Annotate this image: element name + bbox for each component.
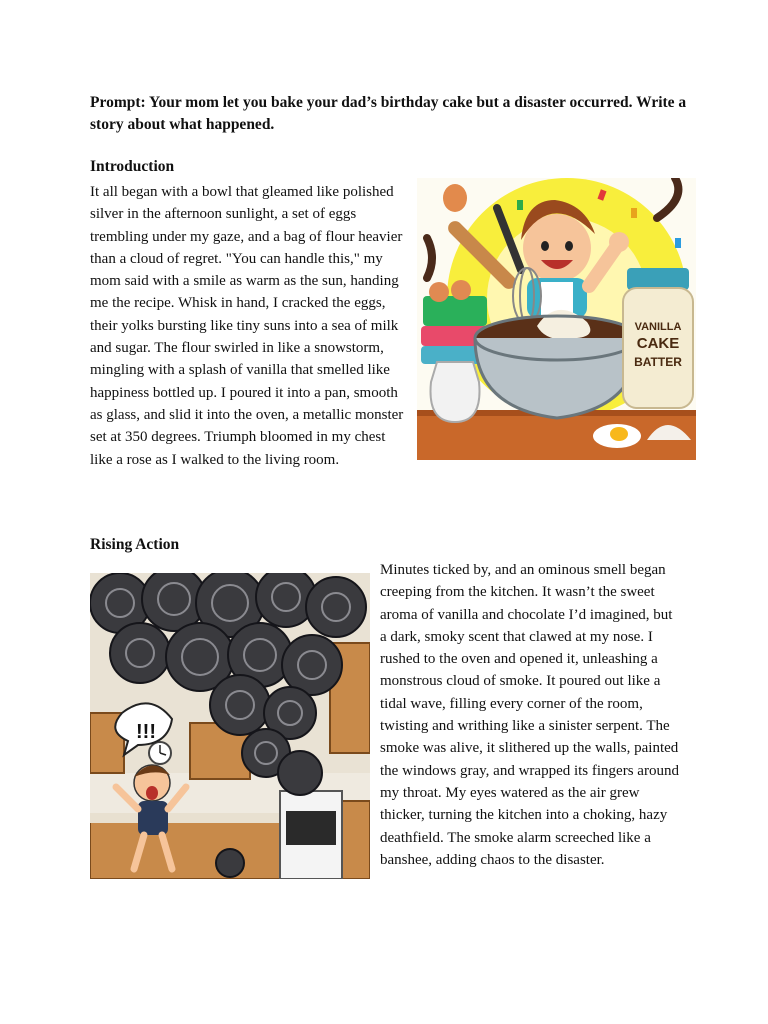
rising-action-heading: Rising Action	[90, 536, 180, 553]
jar-label-line1: VANILLA	[634, 321, 682, 333]
jar-label-line2: CAKE	[636, 335, 680, 352]
jar-label-line3: BATTER	[634, 355, 682, 369]
prompt-text: Prompt: Your mom let you bake your dad’s birthday cake but a disaster occurred. Write a story about what happened.	[90, 94, 687, 133]
rising-action-paragraph: Minutes ticked by, and an ominous smell began creeping from the kitchen. It wasn’t the sweet aroma of vanilla and chocolate I’d imagined, but a dark, smoky scent that clawed at my nose. I rushed to the oven and opened it, unleashing a monstrous cloud of smoke. It poured out like a tidal wave, filling every corner of the room, twisting and writhing like a sinister serpent. The smoke was alive, it slithered up the walls, painted the windows gray, and wrapped its fingers around my throat. My eyes watered as the air grew thicker, turning the kitchen into a choking, hazy deathfield. The smoke alarm screeched like a banshee, adding chaos to the disaster.	[380, 562, 679, 868]
exclamation-marks: !!!	[136, 721, 156, 743]
introduction-paragraph: It all began with a bowl that gleamed like polished silver in the afternoon sunlight, a set of eggs trembling under my gaze, and a bag of flour heavier than a cloud of regret. "You can handle this," my mom said with a smile as warm as the sun, handing me the recipe. Whisk in hand, I cracked the eggs, their yolks bursting like tiny suns into a sea of milk and sugar. The flour swirled in like a snowstorm, mingling with a splash of vanilla that smelled like happiness bottled up. I poured it into a pan, smooth as glass, and slid it into the oven, a metallic monster set at 350 degrees. Triumph bloomed in my chest like a rose as I walked to the living room.	[90, 184, 404, 468]
rising-action-section	[90, 559, 680, 883]
introduction-heading: Introduction	[90, 158, 175, 175]
smoke-illustration	[90, 573, 370, 879]
baking-illustration	[417, 178, 696, 460]
